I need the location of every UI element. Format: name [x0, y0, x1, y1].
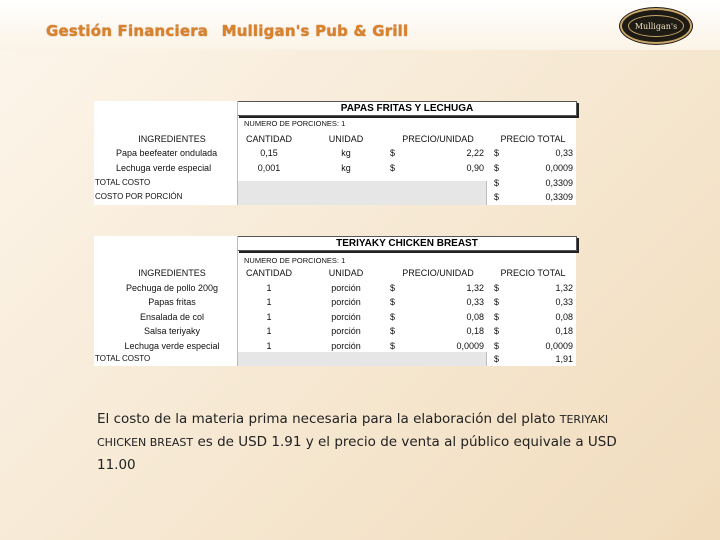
cantidad-value: 1: [266, 341, 272, 351]
precio-unidad-value: 0,90: [466, 163, 484, 173]
unidad-value: kg: [341, 148, 351, 158]
logo-text: Mulligan's: [628, 15, 684, 37]
precio-total-value: 0,33: [555, 297, 573, 307]
page-title: [46, 22, 416, 40]
cantidad-value: 1: [266, 312, 272, 322]
currency-symbol: $: [494, 283, 500, 293]
currency-symbol: $: [494, 341, 500, 351]
unidad-value: porción: [331, 341, 361, 351]
currency-symbol: $: [390, 297, 396, 307]
col-header-precio-unidad: PRECIO/UNIDAD: [402, 134, 474, 144]
currency-symbol: $: [494, 297, 500, 307]
cantidad-value: 0,001: [257, 163, 281, 173]
col-header-unidad: UNIDAD: [328, 268, 364, 278]
col-header-unidad: UNIDAD: [328, 134, 364, 144]
currency-symbol: $: [494, 178, 500, 188]
costo-porcion-value: 0,3309: [545, 192, 573, 202]
portions-label: NUMERO DE PORCIONES: 1: [244, 256, 346, 265]
ingredient-name: Salsa teriyaky: [143, 326, 201, 336]
summary-text-1: El costo de la materia prima necesaria para la elaboración del plato: [97, 411, 556, 427]
currency-symbol: $: [494, 326, 500, 336]
title-part-2: Mulligan's Pub & Grill: [221, 22, 409, 40]
recipe-table-papas: [94, 101, 576, 205]
ingredient-name: Lechuga verde especial: [124, 341, 220, 351]
summary-paragraph: [97, 408, 657, 476]
currency-symbol: $: [494, 163, 500, 173]
col-header-precio-unidad: PRECIO/UNIDAD: [402, 268, 474, 278]
ingredient-name: Papas fritas: [148, 297, 196, 307]
unidad-value: porción: [331, 283, 361, 293]
dish-name: TERIYAKI CHICKEN BREAST: [97, 413, 609, 449]
precio-unidad-value: 0,33: [466, 297, 484, 307]
currency-symbol: $: [494, 192, 500, 202]
precio-unidad-value: 1,32: [466, 283, 484, 293]
mulligans-logo: [620, 8, 692, 44]
title-part-1: Gestión Financiera: [46, 22, 209, 40]
currency-symbol: $: [390, 326, 396, 336]
currency-symbol: $: [390, 163, 396, 173]
col-header-cantidad: CANTIDAD: [245, 134, 292, 144]
currency-symbol: $: [494, 312, 500, 322]
precio-total-value: 0,08: [555, 312, 573, 322]
recipe-table-teriyaky: [94, 236, 576, 366]
currency-symbol: $: [390, 312, 396, 322]
costo-porcion-label: COSTO POR PORCIÓN: [95, 192, 183, 201]
precio-unidad-value: 2,22: [466, 148, 484, 158]
col-header-precio-total: PRECIO TOTAL: [500, 268, 566, 278]
precio-total-value: 0,0009: [545, 341, 573, 351]
currency-symbol: $: [494, 148, 500, 158]
precio-total-value: 0,0009: [545, 163, 573, 173]
precio-total-value: 0,33: [555, 148, 573, 158]
total-costo-label: TOTAL COSTO: [95, 178, 151, 187]
currency-symbol: $: [494, 354, 500, 364]
unidad-value: porción: [331, 326, 361, 336]
table-title: PAPAS FRITAS Y LECHUGA: [237, 101, 577, 116]
ingredient-name: Pechuga de pollo 200g: [125, 283, 219, 293]
empty-cell: [238, 181, 486, 205]
precio-unidad-value: 0,08: [466, 312, 484, 322]
precio-total-value: 0,18: [555, 326, 573, 336]
unidad-value: porción: [331, 297, 361, 307]
cantidad-value: 1: [266, 283, 272, 293]
total-costo-value: 1,91: [555, 354, 573, 364]
cantidad-value: 0,15: [260, 148, 278, 158]
ingredient-name: Lechuga verde especial: [116, 163, 212, 173]
unidad-value: kg: [341, 163, 351, 173]
precio-unidad-value: 0,0009: [456, 341, 484, 351]
total-costo-value: 0,3309: [545, 178, 573, 188]
col-header-cantidad: CANTIDAD: [245, 268, 292, 278]
unidad-value: porción: [331, 312, 361, 322]
cantidad-value: 1: [266, 326, 272, 336]
portions-label: NUMERO DE PORCIONES: 1: [244, 119, 346, 128]
summary-text-2: es de USD 1.91 y el precio de venta al público equivale a USD 11.00: [97, 434, 617, 473]
col-header-ingredientes: INGREDIENTES: [138, 268, 206, 278]
empty-cell: [238, 352, 486, 366]
ingredient-name: Papa beefeater ondulada: [116, 148, 218, 158]
column-divider: [486, 352, 487, 366]
col-header-precio-total: PRECIO TOTAL: [500, 134, 566, 144]
currency-symbol: $: [390, 341, 396, 351]
currency-symbol: $: [390, 283, 396, 293]
column-divider: [486, 181, 487, 205]
cantidad-value: 1: [266, 297, 272, 307]
precio-unidad-value: 0,18: [466, 326, 484, 336]
currency-symbol: $: [390, 148, 396, 158]
table-title: TERIYAKY CHICKEN BREAST: [237, 236, 577, 251]
col-header-ingredientes: INGREDIENTES: [138, 134, 206, 144]
precio-total-value: 1,32: [555, 283, 573, 293]
ingredient-name: Ensalada de col: [139, 312, 205, 322]
total-costo-label: TOTAL COSTO: [95, 354, 151, 363]
